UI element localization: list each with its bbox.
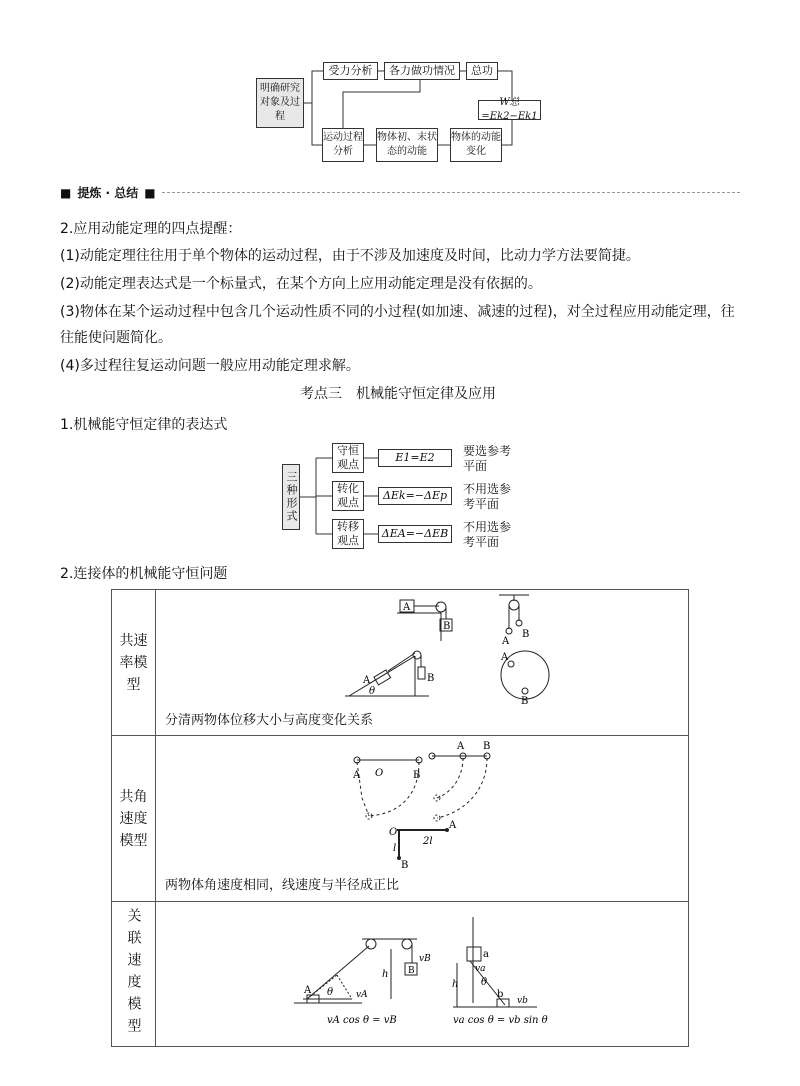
tip-2: (2)动能定理表达式是一个标量式，在某个方向上应用动能定理是没有依据的。 [60,276,542,292]
three-forms-root: 三种形式 [282,464,300,530]
note-transformation: 不用选参考平面 [463,482,512,511]
tip-1: (1)动能定理往往用于单个物体的运动过程，由于不涉及加速度及时间，比动力学方法要简捷。 [60,248,640,264]
model-caption: 两物体角速度相同，线速度与半径成正比 [165,878,400,893]
section-header [60,184,740,201]
tip-3: (3)物体在某个运动过程中包含几个运动性质不同的小过程(如加速、减速的过程)，对全过程应用动能定理，往 [60,304,735,320]
model-label-same-angular: 共角速度模型 [112,736,156,902]
label-a: A [304,985,312,996]
tip-3-cont: 往能使问题简化。 [60,330,172,346]
section-marker-icon: ■ [60,185,72,200]
linked-velocity-figures [157,913,687,1035]
tips-title: 2.应用动能定理的四点提醒： [60,221,242,237]
flow-work: 各力做功情况 [384,62,460,80]
flow-connectors [0,0,800,180]
label-b: B [483,741,491,752]
model-cell [156,590,689,736]
label-b: B [401,860,409,871]
section-marker-icon: ■ [144,185,156,200]
label-h: h [452,979,459,990]
formula-transformation: ΔEk=−ΔEp [378,487,452,505]
flow-force-analysis: 受力分析 [323,62,378,80]
label-va-small: va [475,964,486,974]
label-va: vA [356,990,368,1000]
label-b: B [522,629,530,640]
view-conservation: 守恒观点 [332,443,364,473]
three-forms-connectors [280,440,380,555]
connected-body-models-table [111,589,689,1047]
expr-title: 1.机械能守恒定律的表达式 [60,417,228,433]
label-theta: θ [481,977,488,988]
label-a: A [353,770,361,781]
table-row [112,902,689,1047]
tip-4: (4)多过程往复运动问题一般应用动能定理求解。 [60,358,360,374]
same-speed-figures [157,591,687,709]
topic-heading: 考点三 机械能守恒定律及应用 [300,386,496,402]
table-row [112,736,689,902]
note-transfer: 不用选参考平面 [463,520,512,549]
flow-ke-states: 物体初、末状态的动能 [376,128,438,162]
label-b: B [443,621,451,632]
relation-1: vA cos θ = vB [327,1015,397,1026]
relation-2: va cos θ = vb sin θ [453,1015,548,1026]
connected-title: 2.连接体的机械能守恒问题 [60,566,228,582]
label-o: O [375,768,384,779]
label-a: A [502,636,510,647]
label-b: B [408,966,415,976]
view-transfer: 转移观点 [332,519,364,549]
section-title: 提炼 · 总结 [77,186,139,200]
label-o: O [389,827,398,838]
view-transformation: 转化观点 [332,481,364,511]
formula-conservation: E1=E2 [378,449,452,467]
flow-ke-change: 物体的动能变化 [450,128,502,162]
label-b: B [413,770,421,781]
label-theta: θ [327,987,334,998]
label-a: A [501,652,509,663]
flow-start: 明确研究对象及过程 [256,78,304,128]
label-a: A [403,602,411,613]
model-label-linked-velocity: 关联速度模型 [112,902,156,1047]
label-b: B [427,673,435,684]
label-h: h [382,969,389,980]
flow-total-work: 总功 [466,62,498,80]
model-caption: 分清两物体位移大小与高度变化关系 [165,713,374,728]
label-a: A [457,741,465,752]
label-vb: vB [419,954,431,964]
table-row [112,590,689,736]
note-conservation: 要选参考平面 [463,444,512,473]
formula-transfer: ΔEA=−ΔEB [378,525,452,543]
label-l: l [393,843,397,854]
section-divider [162,192,740,193]
label-b-small: b [497,989,504,1000]
label-vb-small: vb [517,996,528,1006]
label-theta: θ [369,686,376,697]
label-a: A [449,820,457,831]
same-angular-figures [157,738,687,874]
model-cell [156,902,689,1047]
label-a: A [363,675,371,686]
label-b: B [521,696,529,707]
label-a-small: a [483,949,489,960]
label-2l: 2l [423,836,433,847]
flow-formula: W总=Ek2−Ek1 [478,100,541,120]
model-cell [156,736,689,902]
flow-motion-analysis: 运动过程分析 [322,128,364,162]
model-label-same-speed: 共速率模型 [112,590,156,736]
